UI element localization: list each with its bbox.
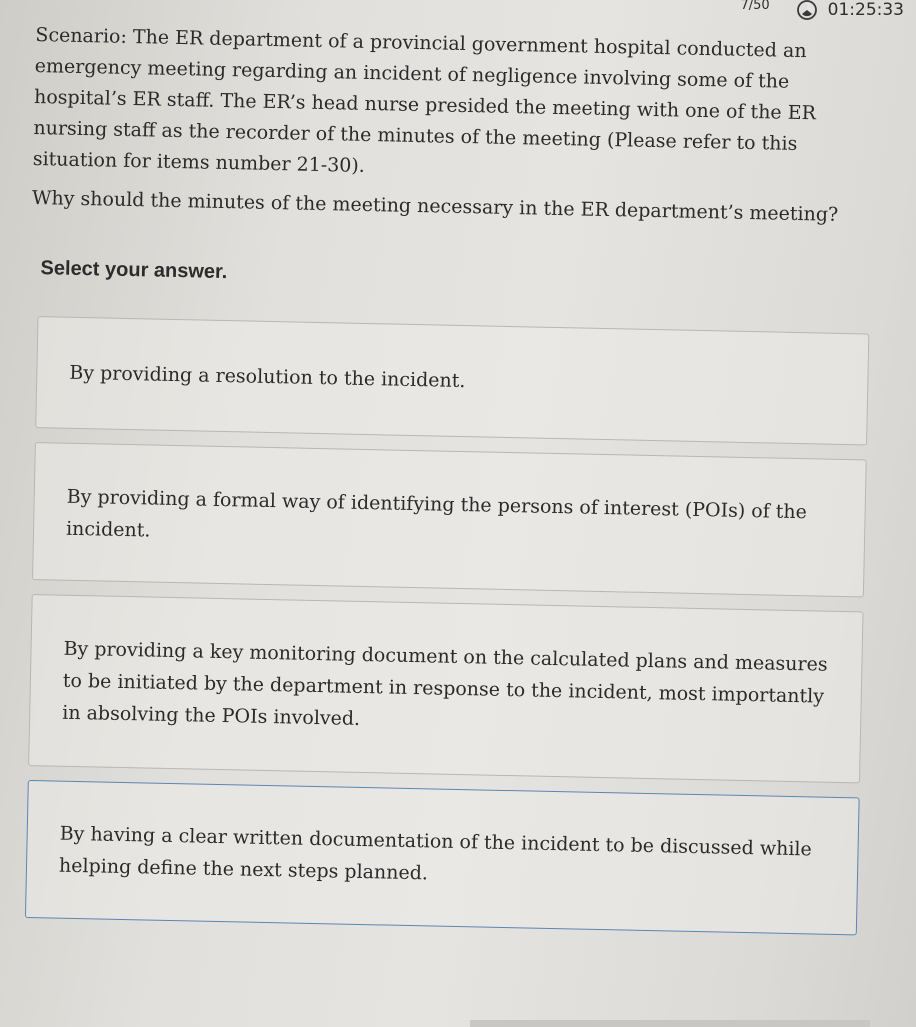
timer [796, 0, 904, 21]
clock-icon [796, 0, 818, 21]
scenario-text: Scenario: The ER department of a provincial government hospital conducted an emergency meeting regarding an incident of negligence involving some of the hospital’s ER staff. The ER’s head nurse presided the meeting with one of the ER nursing staff as the recorder of the minutes of the meeting (Please refer to this situation for items number 21-30). [32, 23, 817, 177]
answer-option-label: By providing a resolution to the incident. [69, 361, 466, 393]
answer-option-label: By providing a key monitoring document on the calculated plans and measures to be initiated by the department in response to the incident, most importantly in absolving the POIs involved. [62, 637, 828, 730]
answer-option-label: By having a clear written documentation of the incident to be discussed while helping define the next steps planned. [58, 822, 812, 885]
top-bar [740, 0, 904, 20]
answer-prompt: Select your answer. [40, 257, 228, 284]
timer-value: 01:25:33 [827, 0, 904, 20]
answer-option-3[interactable] [28, 594, 863, 783]
question-progress: 7/50 [740, 0, 770, 13]
answer-option-4[interactable] [25, 780, 860, 935]
answer-option-label: By providing a formal way of identifying the persons of interest (POIs) of the incident. [65, 485, 808, 542]
answer-options [25, 316, 869, 935]
question-text: Why should the minutes of the meeting necessary in the ER department’s meeting? [31, 186, 839, 226]
answer-option-1[interactable] [35, 316, 869, 445]
bottom-bar [470, 1020, 870, 1027]
answer-option-2[interactable] [32, 442, 867, 597]
question-panel [17, 8, 876, 949]
